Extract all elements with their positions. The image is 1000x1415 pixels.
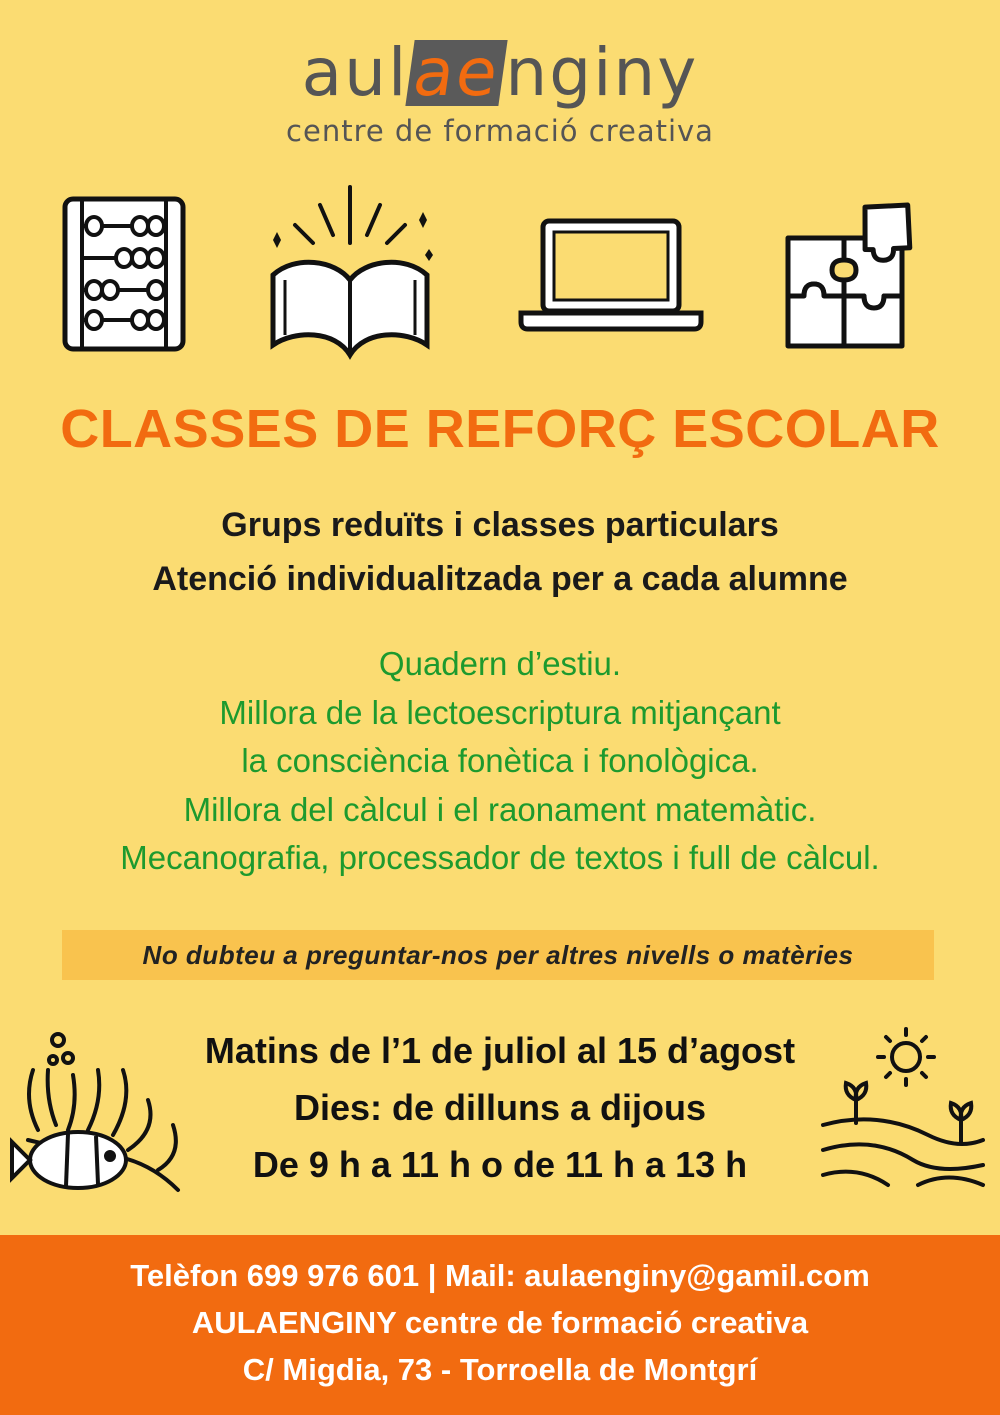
puzzle-icon bbox=[784, 200, 934, 350]
subtitles bbox=[0, 498, 1000, 606]
logo-part2: nginy bbox=[505, 34, 699, 111]
open-book-icon bbox=[265, 185, 435, 365]
schedule-line: De 9 h a 11 h o de 11 h a 13 h bbox=[252, 1144, 748, 1185]
service-item: la consciència fonètica i fonològica. bbox=[241, 742, 759, 779]
logo-wordmark bbox=[0, 34, 1000, 111]
subtitle-line: Grups reduïts i classes particulars bbox=[221, 506, 779, 544]
schedule-line: Dies: de dilluns a dijous bbox=[293, 1087, 707, 1128]
schedule-line: Matins de l’1 de juliol al 15 d’agost bbox=[204, 1030, 796, 1071]
footer-address: C/ Migdia, 73 - Torroella de Montgrí bbox=[242, 1352, 758, 1387]
footer-name: AULAENGINY centre de formació creativa bbox=[191, 1305, 809, 1340]
footer bbox=[0, 1235, 1000, 1415]
icon-row bbox=[0, 180, 1000, 370]
logo-part1: aul bbox=[301, 34, 409, 111]
schedule bbox=[100, 1022, 900, 1193]
service-item: Millora de la lectoescriptura mitjançant bbox=[219, 693, 781, 731]
note-banner: No dubteu a preguntar-nos per altres nivells o matèries bbox=[62, 930, 934, 980]
abacus-icon bbox=[62, 196, 186, 352]
service-item: Millora del càlcul i el raonament matemàtic. bbox=[183, 790, 817, 828]
service-item: Mecanografia, processador de textos i full de càlcul. bbox=[120, 839, 880, 876]
logo-subtitle: centre de formació creativa bbox=[286, 114, 714, 148]
service-item: Quadern d’estiu. bbox=[378, 645, 622, 682]
logo-highlight: ae bbox=[406, 40, 508, 106]
laptop-icon bbox=[518, 218, 704, 332]
footer-contact: Telèfon 699 976 601 | Mail: aulaenginy@gamil.com bbox=[130, 1258, 870, 1293]
page-title: CLASSES DE REFORÇ ESCOLAR bbox=[60, 399, 940, 459]
subtitle-line: Atenció individualitzada per a cada alumne bbox=[152, 560, 848, 598]
logo bbox=[0, 34, 1000, 148]
services-list bbox=[0, 640, 1000, 883]
